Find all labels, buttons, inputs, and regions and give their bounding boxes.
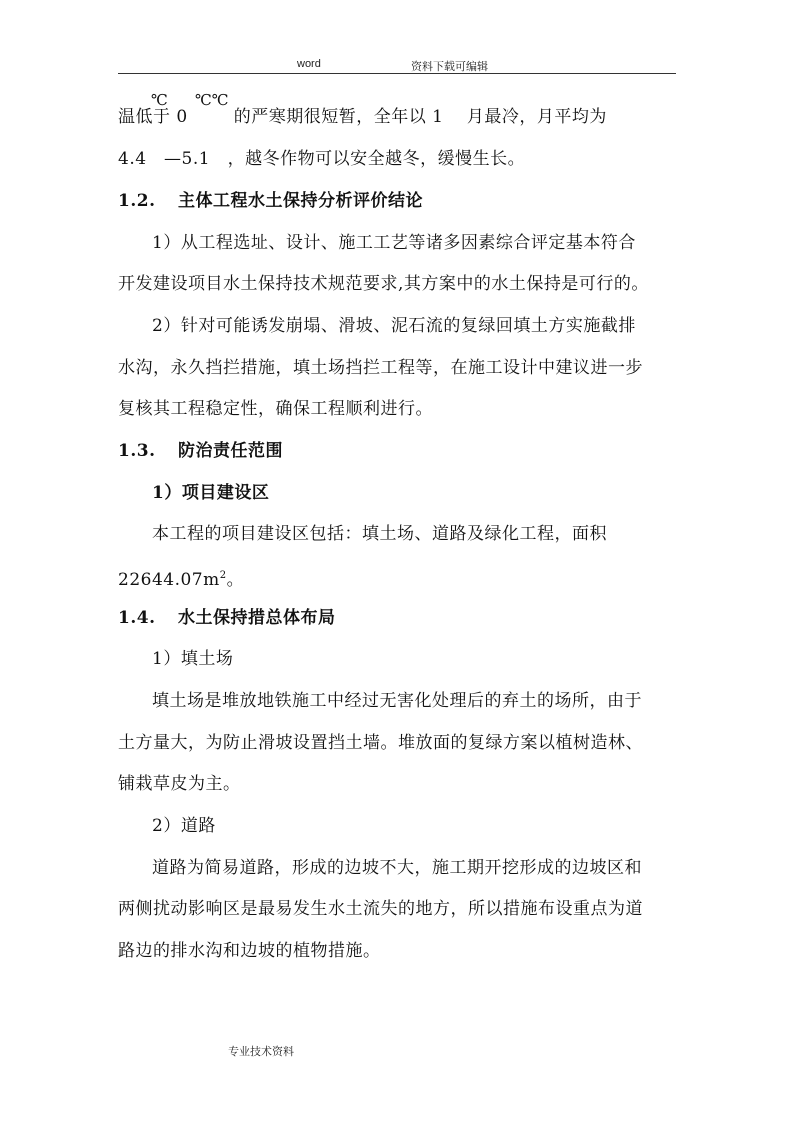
paragraph-line: 土方量大，为防止滑坡设置挡土墙。堆放面的复绿方案以植树造林、 — [118, 733, 643, 753]
section-heading-1-3 — [118, 440, 283, 462]
footer-text: 专业技术资料 — [228, 1046, 294, 1058]
paragraph-line: 铺栽草皮为主。 — [118, 774, 241, 794]
header-right-text: 资料下载可编辑 — [411, 61, 488, 73]
climate-line-2: 4.4 —5.1 ，越冬作物可以安全越冬，缓慢生长。 — [118, 149, 526, 169]
section-title: 防治责任范围 — [178, 441, 283, 461]
section-heading-1-4 — [118, 607, 336, 629]
climate-line-1-end: 的严寒期很短暂，全年以 1 月最冷，月平均为 — [233, 107, 607, 127]
climate-line-1 — [118, 106, 607, 128]
paragraph-line: 1）从工程选址、设计、施工工艺等诸多因素综合评定基本符合 — [152, 233, 636, 253]
paragraph-line: 填土场是堆放地铁施工中经过无害化处理后的弃土的场所，由于 — [152, 691, 642, 711]
area-value: 22644.07m — [118, 570, 220, 590]
area-value-line — [118, 565, 244, 591]
subsection-label: 1）填土场 — [152, 649, 234, 669]
paragraph-line: 道路为简易道路，形成的边坡不大，施工期开挖形成的边坡区和 — [152, 858, 642, 878]
section-heading-1-2 — [118, 190, 423, 212]
paragraph-line: 路边的排水沟和边坡的植物措施。 — [118, 941, 381, 961]
section-number: 1.2. — [118, 191, 156, 211]
section-title: 水土保持措总体布局 — [178, 608, 336, 628]
paragraph-line: 水沟，永久挡拦措施，填土场挡拦工程等，在施工设计中建议进一步 — [118, 358, 643, 378]
section-title: 主体工程水土保持分析评价结论 — [178, 191, 423, 211]
paragraph-line: 2）针对可能诱发崩塌、滑坡、泥石流的复绿回填土方实施截排 — [152, 316, 636, 336]
header-left-text: word — [297, 58, 321, 70]
paragraph-line: 开发建设项目水土保持技术规范要求,其方案中的水土保持是可行的。 — [118, 274, 649, 294]
section-number: 1.4. — [118, 608, 156, 628]
subsection-heading: 1）项目建设区 — [152, 483, 270, 503]
subsection-label: 2）道路 — [152, 816, 216, 836]
square-superscript: 2 — [219, 570, 227, 581]
degree-symbol-double: ℃℃ — [195, 91, 229, 109]
period-mark: 。 — [226, 570, 245, 590]
paragraph-line: 两侧扰动影响区是最易发生水土流失的地方，所以措施布设重点为道 — [118, 899, 643, 919]
paragraph-line: 复核其工程稳定性，确保工程顺利进行。 — [118, 399, 433, 419]
header-rule — [118, 73, 676, 74]
section-number: 1.3. — [118, 441, 156, 461]
climate-line-1-start: 温低于 0 — [118, 107, 188, 127]
paragraph-line: 本工程的项目建设区包括：填土场、道路及绿化工程，面积 — [152, 524, 607, 544]
degree-symbol: ℃ — [151, 91, 168, 109]
